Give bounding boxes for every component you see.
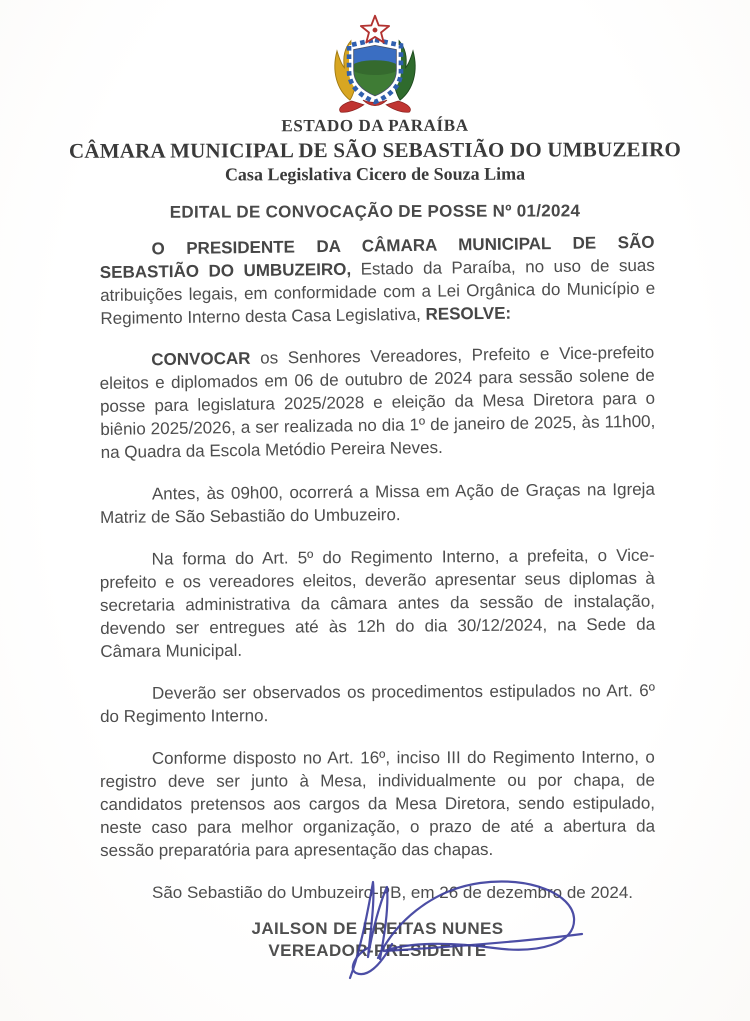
paragraph-procedimentos: Deverão ser observados os procedimentos estipulados no Art. 6º do Regimento Interno. xyxy=(100,681,655,726)
signatory-name: JAILSON DE FREITAS NUNES xyxy=(251,919,504,938)
paragraph-resolve-tail: RESOLVE: xyxy=(425,303,512,324)
coat-of-arms-paraiba-icon xyxy=(310,12,440,114)
signatory-role: VEREADOR-PRESIDENTE xyxy=(268,941,487,960)
letterhead-state: ESTADO DA PARAÍBA xyxy=(281,115,469,136)
paragraph-convocar xyxy=(99,341,656,464)
document-body xyxy=(99,232,656,960)
dateline: São Sebastião do Umbuzeiro-PB, em 26 de dezembro de 2024. xyxy=(152,883,634,902)
letterhead-chamber: CÂMARA MUNICIPAL DE SÃO SEBASTIÃO DO UMBUZEIRO xyxy=(68,137,682,163)
paragraph-convocar-text: os Senhores Vereadores, Prefeito e Vice-prefeito eleitos e diplomados em 06 de outubro de 2024 para sessão solene de posse para legislatura 2025/2028 e eleição da Mesa Diretora para o biênio 2025/2026, a ser realizada no dia 1º de janeiro de 2025, às 11h00, na Quadra da Escola Metódio Pereira Neves. xyxy=(99,342,656,462)
letterhead-house: Casa Legislativa Cicero de Souza Lima xyxy=(224,163,526,185)
signature-block xyxy=(100,918,655,962)
crest-star-center xyxy=(373,28,378,33)
paragraph-registro: Conforme disposto no Art. 16º, inciso III do Regimento Interno, o registro deve ser junto à Mesa, individualmente ou por chapa, de candidatos pretensos aos cargos da Mesa Diretora, sendo estipulado, neste caso para melhor organização, o prazo de até a abertura da sessão preparatória para apresentação das chapas. xyxy=(99,747,656,860)
paragraph-missa: Antes, às 09h00, ocorrerá a Missa em Ação de Graças na Igreja Matriz de São Sebastião do Umbuzeiro. xyxy=(100,479,655,527)
paragraph-diplomas: Na forma do Art. 5º do Regimento Interno, a prefeita, o Vice-prefeito e os vereadores eleitos, deverão apresentar seus diplomas à secretaria administrativa da câmara antes da sessão de instalação, devendo ser entregues até às 12h do dia 30/12/2024, na Sede da Câmara Municipal. xyxy=(99,545,656,661)
paragraph-convocar-lead: CONVOCAR xyxy=(151,348,251,370)
document-title: EDITAL DE CONVOCAÇÃO DE POSSE Nº 01/2024 xyxy=(169,201,581,222)
paragraph-resolve-lead: O PRESIDENTE DA CÂMARA MUNICIPAL DE SÃO SEBASTIÃO DO UMBUZEIRO, xyxy=(99,232,655,283)
paragraph-resolve xyxy=(99,231,655,330)
paragraph-resolve-text: Estado da Paraíba, no uso de suas atribuições legais, em conformidade com a Lei Orgânica do Município e Regimento Interno desta Casa Legislativa, xyxy=(100,255,656,328)
